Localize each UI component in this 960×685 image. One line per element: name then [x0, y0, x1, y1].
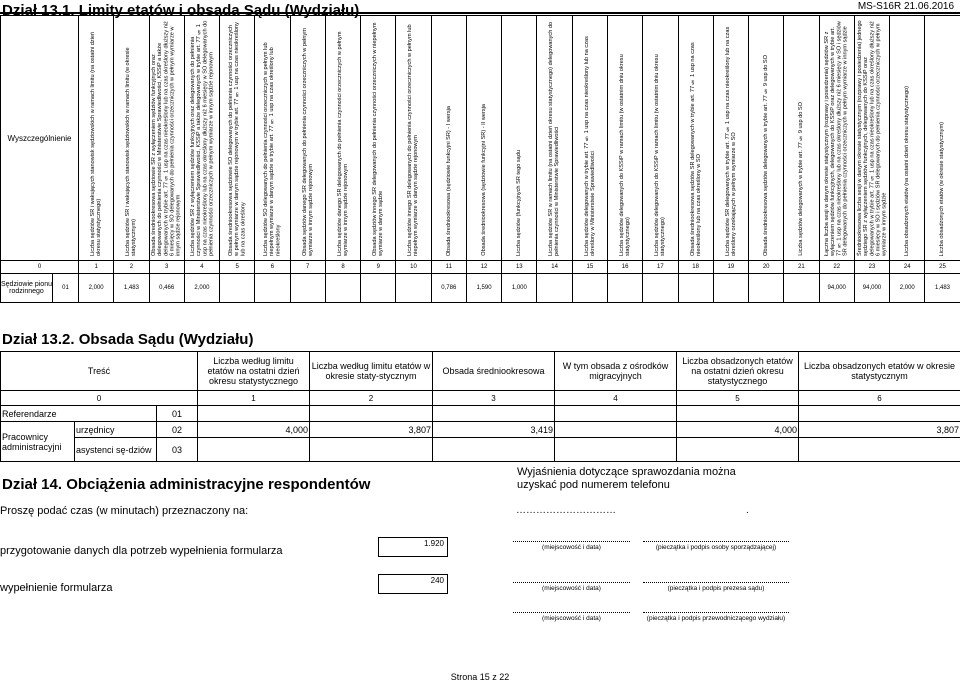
limits-column-header [713, 16, 748, 261]
row-label: Sędziowie pionu rodzinnego [1, 274, 53, 303]
header-avg-staff: Obsada średniookresowa [433, 352, 555, 391]
limits-column-header-text: Liczba sędziów delegowanych w trybie art. 77 § 1 usp na czas nieokreślony lub na czas określony w Ministerstwie Sprawiedliwości [583, 36, 596, 256]
limits-value-cell: 1,483 [114, 274, 149, 303]
limits-index-cell: 0 [1, 261, 79, 274]
cell-urz-5: 4,000 [677, 422, 799, 438]
label-asystenci: asystenci sę-dziów [75, 438, 157, 462]
index-2: 2 [310, 391, 433, 406]
index-6: 6 [799, 391, 960, 406]
limits-column-header-text: Obsada średniookresowa sędziowie SR z wyłączeniem sędziów funkcyjnych oraz delegowanych do pełnienia czynności w Ministerstwie Sprawiedliwości, KSSiP a także delegowanych w trybie art. 77 § 1 usp na czas nieokreślony lub na czas określony dłuższy niż 6 miesięcy w SO delegowanych do pełnienia czynności orzeczniczych w pełnym wymiarze w innym sądzie rejonowym [151, 21, 182, 256]
limits-value-cell: 2,000 [79, 274, 114, 303]
limits-column-header-text: Liczba sędziów delegowanych do KSSiP w ramach limitu (w ostatnim dniu okresu statystycznego) [618, 54, 632, 256]
limits-value-cell [643, 274, 678, 303]
limits-column-header [431, 16, 466, 261]
label-referendarze: Referendarze [1, 406, 157, 422]
limits-column-header-text: Liczba sędziów SO delegowanych do pełnienia czynności orzeczniczych w pełnym lub niepełnym wymiarze w danym sądzie w trybie art. 77 § 1 usp na czas określony lub nieokreślony [263, 42, 282, 256]
cell-urz-1: 4,000 [198, 422, 310, 438]
limits-index-cell: 17 [643, 261, 678, 274]
phone-dots [516, 505, 749, 516]
limits-index-cell: 22 [819, 261, 854, 274]
limits-value-cell: 1,000 [502, 274, 537, 303]
limits-value-cell: 1,590 [466, 274, 501, 303]
limits-index-cell: 15 [572, 261, 607, 274]
limits-value-cell [572, 274, 607, 303]
limits-column-header [502, 16, 537, 261]
limits-index-cell: 23 [854, 261, 889, 274]
limits-column-header-text: Liczba sędziów SR w ramach limitu (na ostatni dzień okresu statystycznego) delegowanych do pełnienia czynności w Ministerstwie Sprawiedliwości [548, 21, 561, 256]
limits-column-header [255, 16, 290, 261]
limits-index-cell: 18 [678, 261, 713, 274]
cell-urz-2: 3,807 [310, 422, 433, 438]
fill-time-value: 240 [430, 576, 444, 585]
fill-label: wypełnienie formularza [0, 582, 113, 594]
header-filled-last-day: Liczba obsadzonych etatów na ostatni dzień okresu statystycznego [677, 352, 799, 391]
sig-line-2 [643, 541, 789, 542]
header-wyszczegolnienie: Wyszczególnienie [1, 16, 79, 261]
sig-line-3 [513, 582, 630, 583]
limits-index-cell: 19 [713, 261, 748, 274]
staffing-index-row [1, 391, 960, 406]
limits-column-header-text: Obsada średniookresowa sędziów delegowanych w trybie art. 77 § 9 usp do SO [763, 55, 770, 256]
limits-index-cell: 12 [466, 261, 501, 274]
limits-column-header-text: Liczba sędziów SR i wakujących stanowisk sędziowskich w ramach limitu (w okresie statystycznym) [125, 47, 138, 256]
header-limit-period: Liczba według limitu etatów w okresie staty-stycznym [310, 352, 433, 391]
limits-index-cell: 14 [537, 261, 572, 274]
header-limit-last-day: Liczba według limitu etatów na ostatni dzień okresu statystycznego [198, 352, 310, 391]
staffing-table [0, 351, 960, 462]
header-rule [0, 12, 960, 14]
fill-time-field[interactable] [378, 574, 448, 594]
limits-value-cell [290, 274, 325, 303]
limits-column-header-text: Liczba sędziów delegowanych do KSSiP w ramach limitu (w ostatnim dniu okresu statystycznego) [654, 54, 667, 256]
limits-index-cell: 9 [361, 261, 396, 274]
limits-column-header-text: Liczba obsadzonych etatów (w okresie statystycznym) [939, 121, 946, 256]
limits-column-header-text: Obsada średniookresowa sędziowie SO delegowanych do pełnienia czynności orzeczniczych w pełnym wymiarze w danym sądzie rejonowym w trybie art. 77 § 1 usp na czas nieokreślony lub na czas określony [227, 22, 247, 256]
limits-index-cell: 21 [784, 261, 819, 274]
sig-preparer: (pieczątka i podpis osoby sporządzającej) [655, 544, 777, 551]
limits-value-cell: 0,786 [431, 274, 466, 303]
phone-dot-end: . [746, 505, 749, 516]
prep-time-value: 1.920 [423, 539, 444, 548]
limits-value-cell: 94,000 [854, 274, 889, 303]
cell-urz-4 [555, 422, 677, 438]
limits-value-cell [749, 274, 784, 303]
cell-urz-6: 3,807 [799, 422, 960, 438]
limits-value-cell: 2,000 [184, 274, 219, 303]
limits-column-header [361, 16, 396, 261]
limits-index-cell: 4 [184, 261, 219, 274]
sig-place-date-2: (miejscowość i data) [542, 585, 601, 592]
limits-column-header-text: Liczba sędziów SR delegowanych w trybie art. 77 § 1 usp na czas nieokreślony lub na czas określony orzekających w pełnym wymiarze w SO [724, 26, 737, 256]
limits-value-cell [396, 274, 431, 303]
limits-column-header [220, 16, 255, 261]
limits-index-cell: 11 [431, 261, 466, 274]
limits-column-header [114, 16, 149, 261]
label-urzednicy: urzędnicy [75, 422, 157, 438]
limits-column-header [396, 16, 431, 261]
limits-index-cell: 6 [255, 261, 290, 274]
limits-column-header-text: Obsada sędziów danego SR delegowanych do pełnienia czynności orzeczniczych w pełnym wymiarze w innym sądzie rejonowym [301, 28, 314, 256]
sig-line-5 [513, 612, 630, 613]
index-3: 3 [433, 391, 555, 406]
code-urzednicy: 02 [157, 422, 198, 438]
limits-column-header [572, 16, 607, 261]
label-pracownicy: Pracownicy administracyjni [1, 422, 75, 462]
limits-column-header-text: Liczba sędziów innego SR delegowanych do pełnienia czynności orzeczniczych w pełnym lub niepełnym wymiarze w danym sądzie rejonowym [407, 24, 420, 256]
limits-index-cell: 2 [114, 261, 149, 274]
prep-time-field[interactable] [378, 537, 448, 557]
limits-column-header [79, 16, 114, 261]
limits-index-cell: 24 [890, 261, 925, 274]
form-id: MS-S16R 21.06.2016 [857, 1, 954, 12]
section-14-title: Dział 14. Obciążenia administracyjne respondentów [2, 476, 371, 493]
limits-column-header [925, 16, 960, 261]
limits-index-cell: 20 [749, 261, 784, 274]
sig-head: (pieczątka i podpis prezesa sądu) [667, 585, 765, 592]
code-referendarze: 01 [157, 406, 198, 422]
sig-line-4 [643, 582, 789, 583]
staffing-header-row [1, 352, 960, 391]
row-urzednicy [1, 422, 960, 438]
limits-column-header [784, 16, 819, 261]
prep-label: przygotowanie danych dla potrzeb wypełnienia formularza [0, 545, 283, 557]
code-asystenci: 03 [157, 438, 198, 462]
section-13-1-title: Dział 13.1. Limity etatów i obsada Sądu (Wydziału) [2, 2, 360, 19]
section-13-2-title: Dział 13.2. Obsada Sądu (Wydziału) [2, 331, 254, 348]
limits-value-cell [607, 274, 642, 303]
limits-value-cell [713, 274, 748, 303]
limits-table [0, 15, 960, 303]
limits-column-header [466, 16, 501, 261]
limits-value-cell: 94,000 [819, 274, 854, 303]
header-filled-period: Liczba obsadzonych etatów w okresie statystycznym [799, 352, 960, 391]
sig-deputy: (pieczątka i podpis przewodniczącego wydziału) [646, 615, 786, 622]
limits-value-cell [678, 274, 713, 303]
limits-header-row [1, 16, 960, 261]
limits-index-cell: 1 [79, 261, 114, 274]
header-migration: W tym obsada z ośrodków migracyjnych [555, 352, 677, 391]
index-0: 0 [1, 391, 198, 406]
limits-value-cell [255, 274, 290, 303]
limits-value-cell: 2,000 [890, 274, 925, 303]
page-footer: Strona 15 z 22 [450, 672, 510, 682]
limits-index-cell: 10 [396, 261, 431, 274]
limits-column-header [149, 16, 184, 261]
limits-column-header-text: Liczba sędziów SR i wakujących stanowisk sędziowskich w ramach limitu (na ostatni dzień okresu statystycznego) [89, 31, 103, 256]
limits-column-header [678, 16, 713, 261]
limits-column-header [749, 16, 784, 261]
limits-column-header [854, 16, 889, 261]
limits-value-cell: 0,466 [149, 274, 184, 303]
limits-column-header [819, 16, 854, 261]
limits-value-cell: 1,483 [925, 274, 960, 303]
limits-index-cell: 8 [325, 261, 360, 274]
limits-column-header-text: Łączna liczba sesji w danym okresie statystycznym (rozprawy i posiedzenia) sędziów SR z wyłączeniem sędziów funkcyjnych, delegowanych do KSSiP oraz delegowanych w trybie art. 77 § 1 usp na czas nieokreślony lub na czas określony dłuższy niż 6 miesięcy w SO i sędziów SR delegowanych do pełnienia czynności orzeczniczych w pełnym wymiarze w innym sądzie [824, 21, 849, 256]
index-5: 5 [677, 391, 799, 406]
limits-column-header-text: Średniookresowa liczba sesji w danym okresie statystycznym (rozprawy i posiedzenia) jednego sędziego SR z wyłączeniem sędziów funkcyjnych, delegowanych do KSSiP oraz delegowanych w trybie art. 77 § 1 usp na czas nieokreślony lub na czas określony dłuższy niż 6 miesięcy w SO i sędziów SR delegowanych do pełnienia czynności orzeczniczych w pełnym wymiarze w innym sądzie [856, 20, 888, 256]
limits-column-header-text: Liczba sędziów SR z wyłączeniem sędziów funkcyjnych oraz delegowanych do pełnienia czynności w Ministerstwie Sprawiedliwości, KSSiP a także delegowanych w trybie art. 77 § 1 usp na czas nieokreślony lub na czas określony dłuższy niż 6 miesięcy w SO delegowanych do pełnienia czynności orzeczniczych w pełnym wymiarze w innym sądzie rejonowym [189, 20, 215, 256]
limits-index-cell: 16 [607, 261, 642, 274]
limits-index-cell: 25 [925, 261, 960, 274]
sig-place-date-3: (miejscowość i data) [542, 615, 601, 622]
sig-line-1 [513, 541, 630, 542]
limits-value-cell [325, 274, 360, 303]
limits-column-header-text: Liczba sędziów danego SR delegowanych do pełnienia czynności orzeczniczych w pełnym wymiarze w innym sądzie rejonowym [336, 31, 349, 256]
limits-column-header [643, 16, 678, 261]
explanation-text: Wyjaśnienia dotyczące sprawozdania można uzyskać pod numerem telefonu [517, 466, 736, 491]
phone-dots-text: ………………………… [516, 505, 616, 516]
limits-data-row [1, 274, 960, 303]
limits-index-cell: 13 [502, 261, 537, 274]
limits-value-cell [784, 274, 819, 303]
limits-index-row [1, 261, 960, 274]
sig-line-6 [643, 612, 789, 613]
limits-value-cell [361, 274, 396, 303]
row-asystenci [1, 438, 960, 462]
limits-column-header-text: Liczba sędziów delegowanych w trybie art. 77 § 9 usp do SO [798, 102, 805, 256]
limits-column-header [325, 16, 360, 261]
index-4: 4 [555, 391, 677, 406]
limits-column-header-text: Liczba obsadzonych etatów (na ostatni dzień okresu statystycznego) [904, 85, 911, 256]
sig-place-date-1: (miejscowość i data) [542, 544, 601, 551]
cell-urz-3: 3,419 [433, 422, 555, 438]
limits-column-header [290, 16, 325, 261]
index-1: 1 [198, 391, 310, 406]
limits-value-cell [220, 274, 255, 303]
header-tresc: Treść [1, 352, 198, 391]
limits-column-header [184, 16, 219, 261]
row-code: 01 [53, 274, 79, 303]
limits-index-cell: 7 [290, 261, 325, 274]
limits-column-header [890, 16, 925, 261]
limits-index-cell: 3 [149, 261, 184, 274]
limits-column-header-text: Obsada średniookresowa (sędziowie funkcyjni SR) - II wersja [480, 104, 487, 256]
limits-column-header [607, 16, 642, 261]
limits-column-header-text: Obsada średniookresowa (sędziowie funkcyjni SR) - I wersja [445, 105, 452, 256]
row-referendarze [1, 406, 960, 422]
limits-value-cell [537, 274, 572, 303]
time-question: Proszę podać czas (w minutach) przeznaczony na: [0, 505, 249, 517]
limits-column-header-text: Obsada średniookresowa sędziów SR delegowanych w trybie art. 77 § 1 usp na czas nieokreślony lub na czas określony w SO [689, 42, 702, 256]
limits-column-header [537, 16, 572, 261]
limits-column-header-text: Obsada sędziów innego SR delegowanych do pełnienia czynności orzeczniczych w niepełnym wymiarze w danym sądzie [372, 22, 385, 256]
limits-column-header-text: Liczba sędziów (funkcyjnych SR tego sądu [516, 149, 523, 256]
limits-index-cell: 5 [220, 261, 255, 274]
